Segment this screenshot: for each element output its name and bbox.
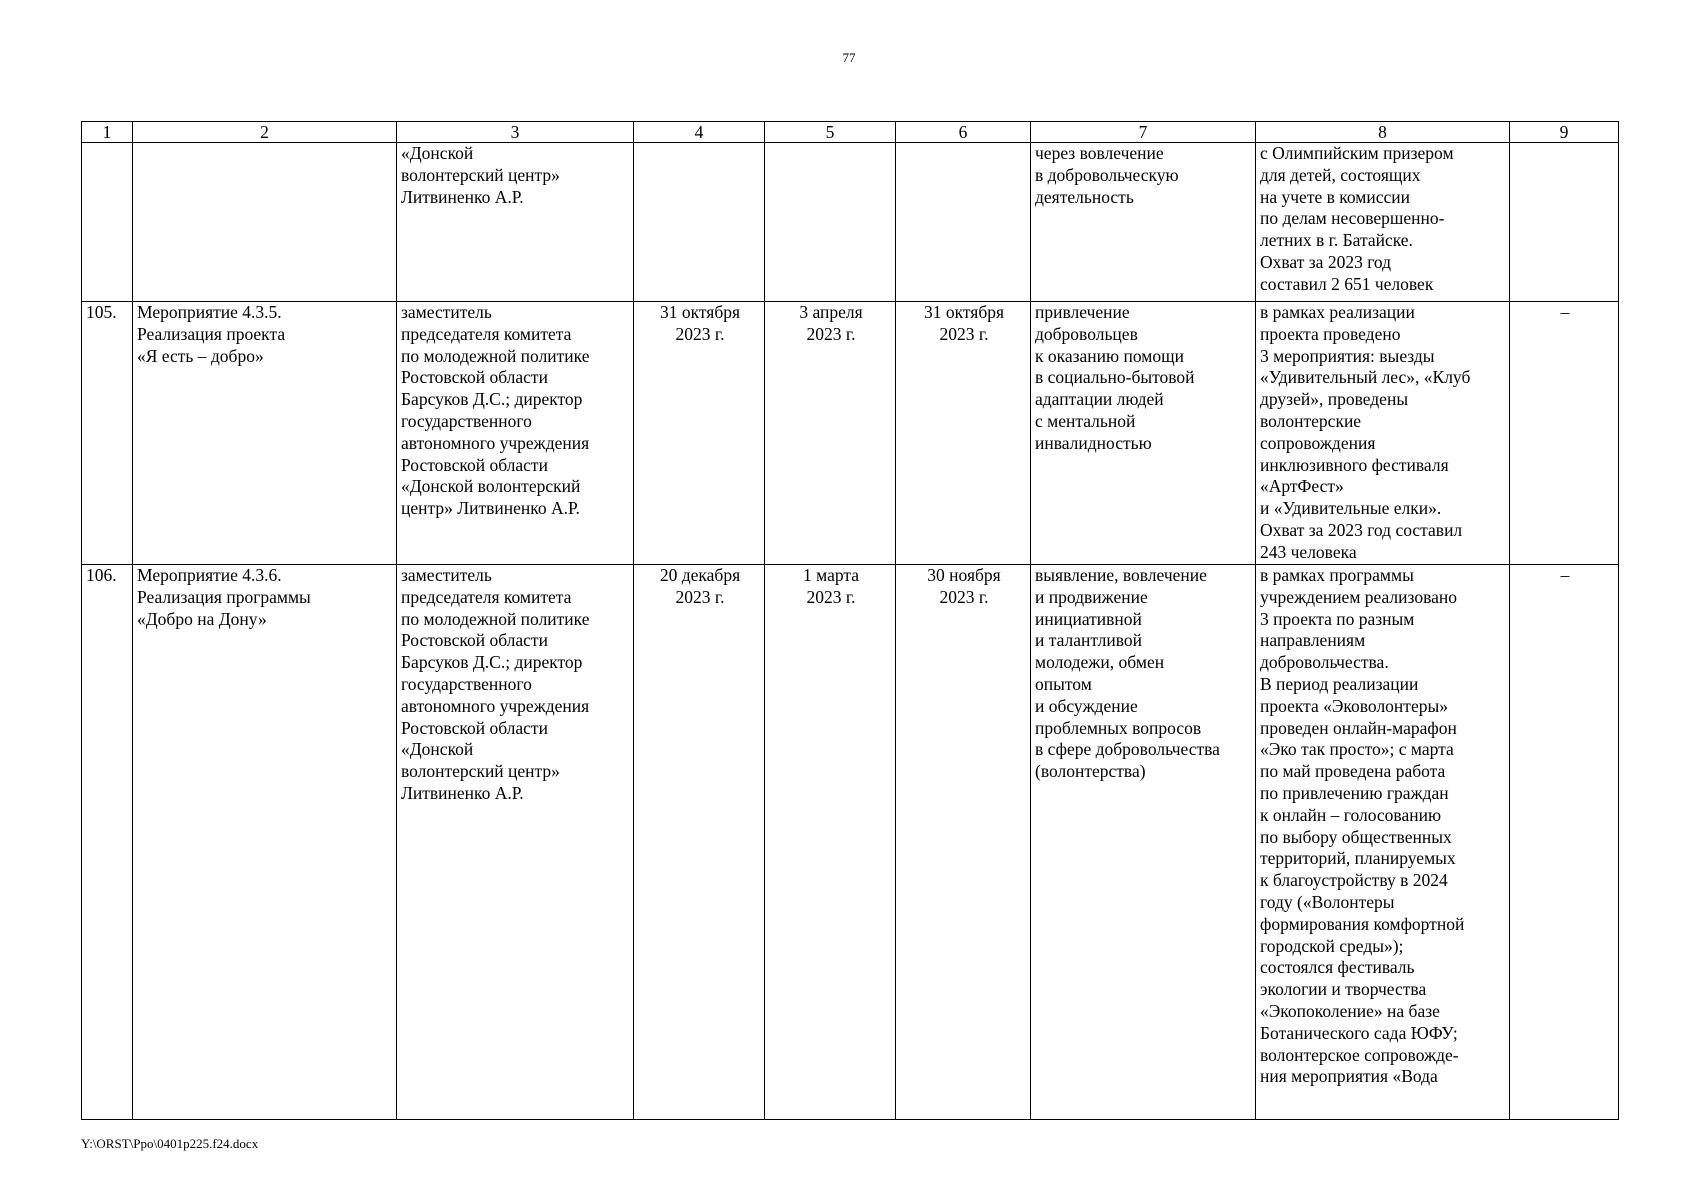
cell-text-line: направлениям [1260, 630, 1366, 651]
cell-text-line: Ростовской области [401, 454, 548, 475]
cell-text-line: Ростовской области [401, 367, 548, 388]
cell-text-line: Ботанического сада ЮФУ; [1260, 1022, 1458, 1043]
result-cell [1256, 565, 1510, 1120]
cell-text-line: Литвиненко А.Р. [401, 186, 524, 207]
cell-text-line: центр» Литвиненко А.Р. [401, 498, 580, 519]
cell-text-line: и продвижение [1035, 586, 1148, 607]
date-column-5-cell [765, 143, 896, 302]
cell-text-line: 2023 г. [939, 323, 989, 344]
cell-text-line: территорий, планируемых [1260, 848, 1456, 869]
cell-text-line: году («Волонтеры [1260, 891, 1395, 912]
cell-text-line: автономного учреждения [401, 695, 590, 716]
note-cell [1510, 143, 1619, 302]
cell-text-line: волонтерское сопровожде- [1260, 1044, 1459, 1065]
table-row [82, 143, 1619, 302]
cell-text-line: заместитель [401, 302, 492, 322]
cell-text-line: деятельность [1035, 186, 1134, 207]
cell-text-line: 2023 г. [939, 586, 989, 607]
date-column-4-cell [634, 143, 765, 302]
cell-text-line: «Удивительный лес», «Клуб [1260, 367, 1471, 388]
result-cell [1256, 302, 1510, 565]
responsible-cell [397, 143, 634, 302]
column-header: 5 [765, 122, 896, 143]
cell-text-line: 243 человека [1260, 541, 1357, 562]
cell-text-line: 31 октября [923, 302, 1005, 322]
cell-text-line: друзей», проведены [1260, 389, 1409, 410]
cell-text-line: 105. [86, 302, 117, 322]
column-header: 4 [634, 122, 765, 143]
cell-text-line: Реализация проекта [137, 323, 286, 344]
column-header: 6 [896, 122, 1031, 143]
cell-text-line: проекта «Эковолонтеры» [1260, 695, 1448, 716]
cell-text-line: состоялся фестиваль [1260, 957, 1415, 978]
cell-text-line: председателя комитета [401, 586, 572, 607]
cell-text-line: Ростовской области [401, 630, 548, 651]
cell-text-line: ния мероприятия «Вода [1260, 1066, 1438, 1087]
cell-text-line: через вовлечение [1035, 143, 1164, 163]
cell-text-line: проведен онлайн-марафон [1260, 717, 1457, 738]
cell-text-line: учреждением реализовано [1260, 586, 1458, 607]
goal-cell [1031, 302, 1256, 565]
cell-text-line: по делам несовершенно- [1260, 208, 1445, 229]
cell-text-line: Мероприятие 4.3.6. [137, 565, 282, 585]
cell-text-line: волонтерский центр» [401, 761, 560, 782]
cell-text-line: «Добро на Дону» [137, 608, 267, 629]
cell-text-line: на учете в комиссии [1260, 186, 1410, 207]
cell-text-line: опытом [1035, 673, 1092, 694]
note-cell [1510, 302, 1619, 565]
note-cell [1510, 565, 1619, 1120]
cell-text-line: «Донской [401, 739, 474, 760]
goal-cell [1031, 565, 1256, 1120]
cell-text-line: и талантливой [1035, 630, 1142, 651]
cell-text-line: Ростовской области [401, 717, 548, 738]
cell-text-line: 1 марта [803, 565, 859, 585]
cell-text-line: проблемных вопросов [1035, 717, 1202, 738]
cell-text-line: к онлайн – голосованию [1260, 804, 1442, 825]
cell-text-line: – [1560, 302, 1570, 322]
cell-text-line: 30 ноября [927, 565, 1001, 585]
column-header: 9 [1510, 122, 1619, 143]
result-cell [1256, 143, 1510, 302]
cell-text-line: и обсуждение [1035, 695, 1138, 716]
date-column-6-cell [896, 302, 1031, 565]
activity-name-cell [133, 565, 397, 1120]
column-header: 2 [133, 122, 397, 143]
cell-text-line: в сфере добровольчества [1035, 739, 1220, 760]
cell-text-line: Реализация программы [137, 586, 311, 607]
cell-text-line: для детей, состоящих [1260, 164, 1421, 185]
cell-text-line: формирования комфортной [1260, 913, 1465, 934]
cell-text-line: 3 мероприятия: выезды [1260, 345, 1435, 366]
cell-text-line: Охват за 2023 год [1260, 251, 1392, 272]
row-number-cell [82, 565, 133, 1120]
cell-text-line: Мероприятие 4.3.5. [137, 302, 282, 322]
cell-text-line: привлечение [1035, 302, 1130, 322]
cell-text-line: по молодежной политике [401, 345, 590, 366]
cell-text-line: инвалидностью [1035, 432, 1152, 453]
date-column-4-cell [634, 302, 765, 565]
column-header: 8 [1256, 122, 1510, 143]
cell-text-line: Литвиненко А.Р. [401, 782, 524, 803]
cell-text-line: 20 декабря [659, 565, 741, 585]
cell-text-line: в рамках реализации [1260, 302, 1415, 322]
cell-text-line: председателя комитета [401, 323, 572, 344]
cell-text-line: «Донской волонтерский [401, 476, 581, 497]
responsible-cell [397, 565, 634, 1120]
cell-text-line: адаптации людей [1035, 389, 1164, 410]
cell-text-line: к благоустройству в 2024 [1260, 870, 1448, 891]
cell-text-line: по молодежной политике [401, 608, 590, 629]
cell-text-line: к оказанию помощи [1035, 345, 1184, 366]
column-header: 3 [397, 122, 634, 143]
cell-text-line: – [1560, 565, 1570, 585]
cell-text-line: государственного [401, 673, 532, 694]
cell-text-line: автономного учреждения [401, 432, 590, 453]
cell-text-line: заместитель [401, 565, 492, 585]
cell-text-line: 2023 г. [806, 586, 856, 607]
cell-text-line: добровольчества. [1260, 652, 1389, 673]
activity-name-cell [133, 302, 397, 565]
cell-text-line: 3 проекта по разным [1260, 608, 1415, 629]
cell-text-line: 2023 г. [675, 586, 725, 607]
date-column-6-cell [896, 565, 1031, 1120]
row-number-cell [82, 302, 133, 565]
cell-text-line: Барсуков Д.С.; директор [401, 652, 583, 673]
cell-text-line: «Донской [401, 143, 474, 163]
activity-name-cell [133, 143, 397, 302]
goal-cell [1031, 143, 1256, 302]
cell-text-line: 3 апреля [799, 302, 863, 322]
cell-text-line: инициативной [1035, 608, 1142, 629]
cell-text-line: выявление, вовлечение [1035, 565, 1207, 585]
report-table [81, 121, 1619, 1120]
cell-text-line: экологии и творчества [1260, 979, 1427, 1000]
responsible-cell [397, 302, 634, 565]
cell-text-line: в социально-бытовой [1035, 367, 1195, 388]
row-number-cell [82, 143, 133, 302]
cell-text-line: В период реализации [1260, 673, 1419, 694]
date-column-4-cell [634, 565, 765, 1120]
cell-text-line: с ментальной [1035, 410, 1136, 431]
table-row [82, 302, 1619, 565]
date-column-5-cell [765, 302, 896, 565]
cell-text-line: составил 2 651 человек [1260, 273, 1434, 294]
cell-text-line: молодежи, обмен [1035, 652, 1165, 673]
cell-text-line: по привлечению граждан [1260, 782, 1449, 803]
date-column-6-cell [896, 143, 1031, 302]
column-header: 1 [82, 122, 133, 143]
cell-text-line: проекта проведено [1260, 323, 1401, 344]
cell-text-line: (волонтерства) [1035, 761, 1146, 782]
cell-text-line: летних в г. Батайске. [1260, 230, 1413, 251]
cell-text-line: и «Удивительные елки». [1260, 498, 1442, 519]
cell-text-line: 106. [86, 565, 117, 585]
header-row [82, 122, 1619, 143]
file-path-footer: Y:\ORST\Ppo\0401p225.f24.docx [81, 1136, 259, 1151]
cell-text-line: Барсуков Д.С.; директор [401, 389, 583, 410]
cell-text-line: 31 октября [659, 302, 741, 322]
cell-text-line: «АртФест» [1260, 476, 1344, 497]
cell-text-line: Охват за 2023 год составил [1260, 519, 1463, 540]
table-row [82, 565, 1619, 1120]
cell-text-line: в рамках программы [1260, 565, 1414, 585]
cell-text-line: 2023 г. [675, 323, 725, 344]
cell-text-line: «Экопоколение» на базе [1260, 1000, 1440, 1021]
cell-text-line: 2023 г. [806, 323, 856, 344]
cell-text-line: «Эко так просто»; с марта [1260, 739, 1454, 760]
cell-text-line: городской среды»); [1260, 935, 1404, 956]
cell-text-line: волонтерский центр» [401, 164, 560, 185]
cell-text-line: государственного [401, 410, 532, 431]
cell-text-line: по выбору общественных [1260, 826, 1452, 847]
cell-text-line: в добровольческую [1035, 164, 1179, 185]
page-number: 77 [842, 50, 856, 65]
cell-text-line: «Я есть – добро» [137, 345, 264, 366]
date-column-5-cell [765, 565, 896, 1120]
cell-text-line: волонтерские [1260, 410, 1362, 431]
cell-text-line: инклюзивного фестиваля [1260, 454, 1449, 475]
cell-text-line: сопровождения [1260, 432, 1376, 453]
cell-text-line: добровольцев [1035, 323, 1138, 344]
cell-text-line: с Олимпийским призером [1260, 143, 1454, 163]
cell-text-line: по май проведена работа [1260, 761, 1446, 782]
column-header: 7 [1031, 122, 1256, 143]
